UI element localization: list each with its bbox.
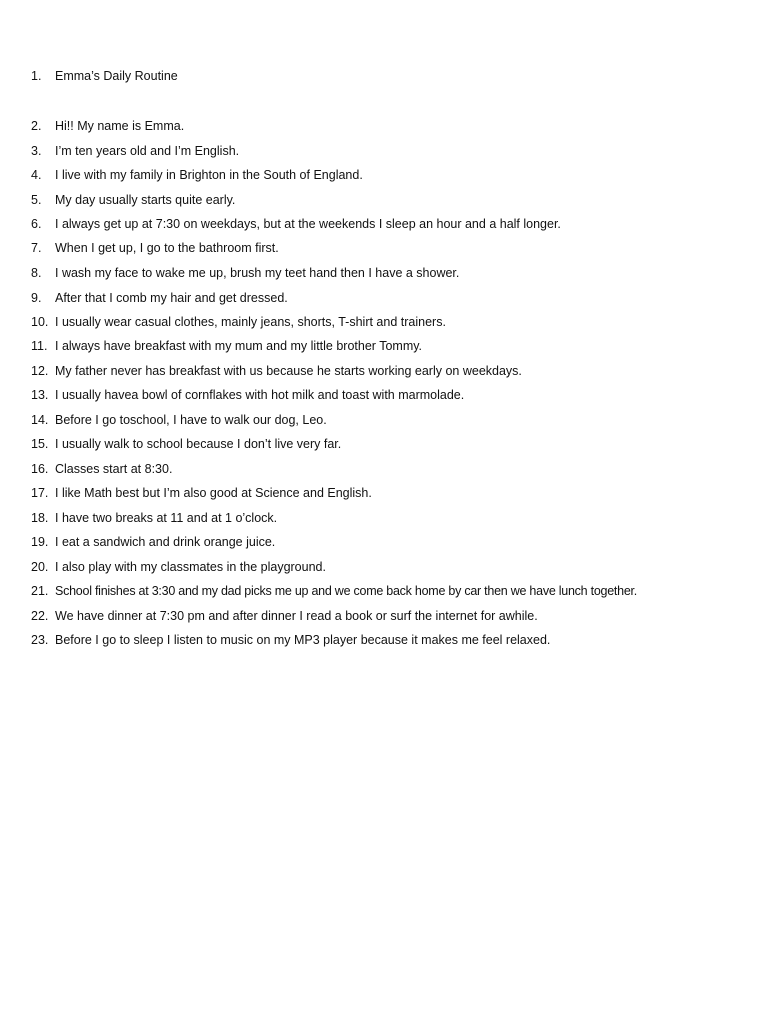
line-text: My father never has breakfast with us because he starts working early on weekdays. [55, 364, 522, 378]
line-number: 19. [31, 535, 49, 549]
line-number: 12. [31, 364, 49, 378]
line-text: I eat a sandwich and drink orange juice. [55, 535, 276, 549]
line-number: 5. [31, 193, 42, 207]
line-number: 8. [31, 266, 42, 280]
line-text: I usually havea bowl of cornflakes with hot milk and toast with marmolade. [55, 388, 465, 402]
line-number: 20. [31, 560, 49, 574]
line-number: 11. [31, 339, 48, 353]
line-text: I always have breakfast with my mum and my little brother Tommy. [55, 339, 423, 353]
line-text: When I get up, I go to the bathroom first. [55, 241, 279, 255]
line-number: 15. [31, 437, 49, 451]
line-number: 1. [31, 69, 42, 83]
line-number: 21. [31, 584, 49, 598]
line-text: I like Math best but I’m also good at Science and English. [55, 486, 372, 500]
line-number: 17. [31, 486, 49, 500]
line-number: 22. [31, 609, 49, 623]
line-text: I also play with my classmates in the playground. [55, 560, 326, 574]
line-text: School finishes at 3:30 and my dad picks me up and we come back home by car then we have lunch together. [55, 584, 637, 598]
line-text: Hi!! My name is Emma. [55, 119, 185, 133]
line-number: 10. [31, 315, 49, 329]
line-text: Before I go to sleep I listen to music on my MP3 player because it makes me feel relaxed. [55, 633, 551, 647]
line-text: My day usually starts quite early. [55, 193, 236, 207]
line-text: I always get up at 7:30 on weekdays, but at the weekends I sleep an hour and a half longer. [55, 217, 561, 231]
line-text: I have two breaks at 11 and at 1 o’clock. [55, 511, 278, 525]
line-text: I usually wear casual clothes, mainly jeans, shorts, T-shirt and trainers. [55, 315, 446, 329]
line-number: 23. [31, 633, 49, 647]
line-text: I live with my family in Brighton in the South of England. [55, 168, 363, 182]
line-text: Classes start at 8:30. [55, 462, 173, 476]
line-number: 9. [31, 291, 42, 305]
line-text: I’m ten years old and I’m English. [55, 144, 240, 158]
line-number: 2. [31, 119, 42, 133]
line-number: 6. [31, 217, 42, 231]
line-text: After that I comb my hair and get dressed. [55, 291, 288, 305]
line-text: Before I go toschool, I have to walk our dog, Leo. [55, 413, 327, 427]
line-text: I usually walk to school because I don’t live very far. [55, 437, 342, 451]
line-number: 4. [31, 168, 42, 182]
line-text: I wash my face to wake me up, brush my teet hand then I have a shower. [55, 266, 460, 280]
line-text: We have dinner at 7:30 pm and after dinner I read a book or surf the internet for awhile. [55, 609, 538, 623]
line-number: 13. [31, 388, 49, 402]
line-number: 3. [31, 144, 42, 158]
line-number: 18. [31, 511, 49, 525]
line-number: 16. [31, 462, 49, 476]
document-title: Emma’s Daily Routine [55, 69, 178, 83]
line-number: 7. [31, 241, 42, 255]
line-number: 14. [31, 413, 49, 427]
